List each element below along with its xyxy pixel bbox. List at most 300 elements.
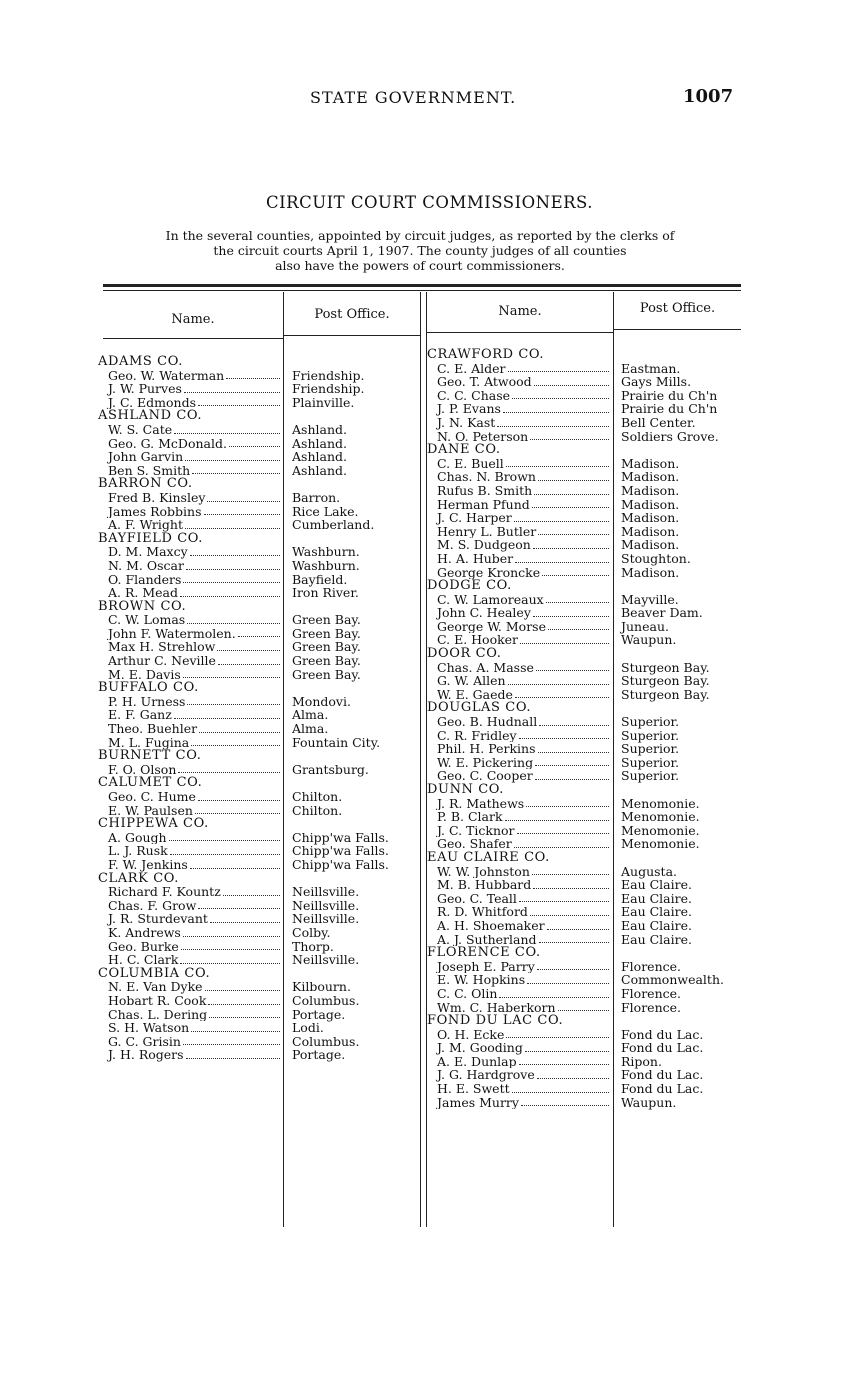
commissioner-cell [98,559,282,573]
table-row [427,1068,757,1082]
table-row [98,1035,423,1049]
post-office: Fond du Lac. [621,1081,704,1097]
commissioner-cell [98,858,282,872]
post-office: Superior. [621,754,680,770]
header-separator [103,338,283,339]
leader-dots [169,831,280,842]
post-office: Thorp. [292,938,334,954]
commissioner-cell [98,722,282,736]
commissioner-name: Phil. H. Perkins [437,742,536,756]
commissioner-name: C. E. Alder [437,361,506,376]
commissioner-cell [427,769,611,783]
commissioner-name: J. M. Gooding [437,1041,523,1055]
table-row [98,953,423,967]
table-row [98,899,423,913]
leader-dots [180,586,280,597]
leader-dots [535,756,609,767]
table-row [427,878,757,892]
post-office: Fountain City. [292,734,381,750]
county-heading: DOOR CO. [427,646,502,662]
commissioner-name: Geo. G. McDonald. [108,436,227,451]
right-column [427,348,757,1109]
commissioner-name: C. C. Chase [437,388,511,403]
table-row [98,613,423,627]
commissioner-name: K. Andrews [108,925,181,940]
county-block [98,872,423,967]
commissioner-name: C. C. Olin [437,986,498,1001]
leader-dots [217,640,280,651]
commissioner-cell [98,382,282,396]
commissioner-name: N. E. Van Dyke [108,980,203,994]
county-block [98,409,423,477]
county-block [98,817,423,871]
post-office: Ashland. [292,421,347,437]
commissioner-cell [98,926,282,940]
commissioner-name: G. C. Grisin [108,1034,181,1049]
post-office: Ripon. [621,1053,662,1069]
commissioner-cell [98,844,282,858]
commissioner-name: W. S. Cate [108,422,173,437]
header-separator [284,335,420,336]
post-office: Green Bay. [292,666,361,682]
post-office: Barron. [292,489,341,505]
table-top-rule [103,284,741,287]
commissioner-name: Geo. C. Hume [108,790,196,804]
leader-dots [205,980,280,991]
header-separator [427,332,613,333]
table-row [98,640,423,654]
leader-dots [506,457,609,468]
commissioner-cell [427,878,611,892]
post-office: Eau Claire. [621,931,692,947]
table-row [427,987,757,1001]
commissioner-name: Chas. N. Brown [437,470,536,484]
post-office: Menomonie. [621,836,700,852]
table-row [98,912,423,926]
commissioner-cell [98,464,282,478]
post-office: Prairie du Ch'n [621,387,718,403]
commissioner-cell [98,423,282,437]
leader-dots [180,953,280,964]
table-row [427,919,757,933]
commissioner-name: Chas. A. Masse [437,660,534,675]
leader-dots [190,545,280,556]
table-row [98,844,423,858]
post-office: Madison. [621,564,680,580]
post-office: Fond du Lac. [621,1067,704,1083]
county-heading: EAU CLAIRE CO. [427,849,550,865]
page-title: CIRCUIT COURT COMMISSIONERS. [266,193,593,212]
post-office: Portage. [292,1047,346,1063]
leader-dots [170,844,280,855]
post-office: Madison. [621,537,680,553]
post-office: Ashland. [292,435,347,451]
commissioner-cell [427,892,611,906]
commissioner-name: Henry L. Butler [437,524,537,539]
intro-line: also have the powers of court commissioners. [275,258,565,273]
commissioner-name: L. J. Rusk [108,844,168,858]
leader-dots [530,430,609,441]
post-office: Chilton. [292,789,343,804]
post-office: Menomonie. [621,822,700,838]
commissioner-cell [427,484,611,498]
table-row [98,423,423,437]
post-office: Soldiers Grove. [621,428,719,444]
leader-dots [517,824,609,835]
leader-dots [546,593,609,604]
table-row [427,620,757,634]
leader-dots [218,654,280,665]
commissioner-cell [427,674,611,688]
commissioner-name: Arthur C. Neville [108,654,216,668]
commissioner-name: E. W. Paulsen [108,803,193,818]
commissioner-name: W. W. Johnston [437,864,530,879]
county-block [98,355,423,409]
commissioner-cell [98,654,282,668]
post-office: Alma. [292,721,329,737]
table-row [427,525,757,539]
post-office: Eau Claire. [621,904,692,920]
header-separator [614,329,741,330]
commissioner-cell [98,437,282,451]
commissioner-name: A. H. Shoemaker [437,918,545,933]
commissioner-cell [427,1028,611,1042]
commissioner-cell [98,980,282,994]
leader-dots [506,1028,609,1039]
county-block [98,681,423,749]
county-heading: CLARK CO. [98,870,179,886]
intro-paragraph [100,228,740,273]
commissioner-name: W. E. Gaede [437,687,513,702]
leader-dots [533,606,609,617]
leader-dots [525,1041,609,1052]
table-top-rule-thin [103,290,741,291]
leader-dots [209,1008,280,1019]
commissioner-cell [427,973,611,987]
commissioner-cell [427,606,611,620]
commissioner-cell [98,573,282,587]
leader-dots [521,1096,609,1107]
post-office: Washburn. [292,557,360,573]
commissioner-name: J. W. Purves [108,382,182,396]
leader-dots [515,552,609,563]
commissioner-cell [427,1068,611,1082]
commissioner-cell [427,919,611,933]
table-row [427,742,757,756]
table-row [427,389,757,403]
post-office: Columbus. [292,992,360,1008]
commissioner-name: Chas. L. Dering [108,1007,208,1022]
commissioner-cell [98,912,282,926]
table-row [427,457,757,471]
table-row [98,722,423,736]
post-office: Fond du Lac. [621,1026,704,1042]
county-block [427,443,757,579]
commissioner-cell [427,457,611,471]
leader-dots [174,423,280,434]
commissioner-cell [427,620,611,634]
post-office: Chipp'wa Falls. [292,829,389,845]
commissioner-cell [427,715,611,729]
commissioner-name: C. E. Buell [437,456,504,471]
leader-dots [190,858,280,869]
commissioner-name: Joseph E. Parry [437,959,535,974]
commissioner-cell [427,797,611,811]
county-block [98,600,423,682]
leader-dots [199,722,280,733]
table-row [427,715,757,729]
commissioner-name: Herman Pfund [437,497,530,512]
county-block [427,1014,757,1109]
table-row [98,396,423,410]
post-office: Alma. [292,707,329,723]
county-heading: FOND DU LAC CO. [427,1013,564,1029]
county-block [427,946,757,1014]
post-office: Florence. [621,985,681,1001]
commissioner-name: Geo. B. Hudnall [437,715,538,729]
leader-dots [229,437,280,448]
county-heading: CHIPPEWA CO. [98,816,209,832]
commissioner-name: C. R. Fridley [437,728,517,743]
commissioner-cell [427,470,611,484]
post-office: Madison. [621,496,680,512]
county-heading: COLUMBIA CO. [98,965,211,981]
leader-dots [512,1082,609,1093]
commissioner-cell [427,375,611,389]
table-row [98,790,423,804]
commissioner-name: R. D. Whitford [437,905,528,919]
leader-dots [558,1001,609,1012]
leader-dots [539,933,609,944]
commissioner-name: A. Gough [108,830,167,845]
commissioner-cell [98,396,282,410]
table-row [98,1048,423,1062]
table-row [98,736,423,750]
leader-dots [183,573,280,584]
county-heading: DOUGLAS CO. [427,700,532,716]
county-block [427,348,757,443]
county-heading: BUFFALO CO. [98,680,199,696]
table-row [98,980,423,994]
commissioner-cell [98,1008,282,1022]
commissioner-cell [98,953,282,967]
county-heading: BAYFIELD CO. [98,530,204,546]
commissioner-cell [98,1048,282,1062]
post-office: Kilbourn. [292,979,351,995]
leader-dots [519,892,609,903]
table-row [98,654,423,668]
table-row [427,1096,757,1110]
leader-dots [183,1035,280,1046]
leader-dots [186,559,280,570]
commissioner-name: O. H. Ecke [437,1027,505,1042]
commissioner-cell [427,389,611,403]
commissioner-name: D. M. Maxcy [108,545,188,559]
commissioner-name: Ben S. Smith [108,463,191,478]
leader-dots [499,987,609,998]
commissioner-name: C. W. Lamoreaux [437,592,544,607]
commissioner-cell [427,416,611,430]
county-block [98,477,423,531]
left-column [98,355,423,1062]
post-office: Fond du Lac. [621,1040,704,1056]
commissioner-cell [427,633,611,647]
table-row [427,674,757,688]
commissioner-name: George W. Morse [437,619,546,634]
commissioner-cell [427,756,611,770]
table-row [427,470,757,484]
leader-dots [198,790,280,801]
table-row [98,708,423,722]
table-row [427,498,757,512]
commissioner-name: J. G. Hardgrove [437,1068,535,1083]
post-office: Mayville. [621,591,679,607]
intro-line: In the several counties, appointed by circuit judges, as reported by the clerks of [165,228,675,243]
post-office: Menomonie. [621,795,700,811]
table-row [427,416,757,430]
commissioner-cell [98,450,282,464]
commissioner-cell [427,810,611,824]
table-row [98,573,423,587]
table-row [98,559,423,573]
post-office: Eastman. [621,360,681,376]
table-row [427,511,757,525]
commissioner-name: James Murry [437,1095,519,1110]
commissioner-cell [427,1001,611,1015]
commissioner-name: P. B. Clark [437,810,503,824]
commissioner-name: John C. Healey [437,606,531,620]
post-office: Madison. [621,482,680,498]
table-row [427,769,757,783]
table-row [98,1021,423,1035]
post-office: Sturgeon Bay. [621,673,710,689]
commissioner-cell [427,525,611,539]
leader-dots [539,715,609,726]
commissioner-cell [98,491,282,505]
commissioner-cell [98,586,282,600]
table-row [427,1082,757,1096]
table-row [98,437,423,451]
commissioner-cell [98,545,282,559]
leader-dots [515,688,609,699]
county-block [98,967,423,1062]
post-office: Waupun. [621,632,677,648]
commissioner-cell [427,362,611,376]
table-row [98,668,423,682]
commissioner-name: George Kroncke [437,565,541,580]
county-heading: FLORENCE CO. [427,945,541,961]
commissioner-name: Geo. C. Cooper [437,769,533,783]
post-office: Neillsville. [292,911,360,927]
post-office: Superior. [621,741,680,757]
leader-dots [514,511,609,522]
table-row [427,661,757,675]
commissioner-name: Geo. Shafer [437,837,512,851]
county-heading: BARRON CO. [98,476,193,492]
commissioner-cell [98,627,282,641]
page-number: 1007 [683,86,734,107]
commissioner-name: H. C. Clark [108,953,179,967]
county-heading: BROWN CO. [98,598,187,614]
leader-dots [538,525,609,536]
commissioner-name: M. L. Fugina [108,735,190,750]
table-row [427,1041,757,1055]
commissioner-cell [98,1021,282,1035]
table-row [427,430,757,444]
table-row [427,566,757,580]
table-row [427,375,757,389]
table-row [427,756,757,770]
table-row [98,464,423,478]
leader-dots [181,940,280,951]
post-office: Gays Mills. [621,374,692,390]
county-heading: CRAWFORD CO. [427,347,545,362]
post-office: Neillsville. [292,952,360,968]
commissioner-name: Theo. Buehler [108,722,198,736]
commissioner-name: E. W. Hopkins [437,973,526,987]
commissioner-cell [427,933,611,947]
table-row [98,763,423,777]
commissioner-cell [98,505,282,519]
intro-line: the circuit courts April 1, 1907. The county judges of all counties [213,243,627,258]
commissioner-cell [98,885,282,899]
leader-dots [548,620,609,631]
table-row [98,858,423,872]
post-office: Madison. [621,523,680,539]
commissioner-cell [98,831,282,845]
county-block [427,851,757,946]
post-office: Washburn. [292,544,360,560]
leader-dots [187,613,280,624]
post-office: Madison. [621,469,680,485]
post-office: Chipp'wa Falls. [292,843,389,859]
post-office: Lodi. [292,1020,324,1036]
commissioner-name: E. F. Ganz [108,708,172,723]
leader-dots [195,804,280,815]
commissioner-name: J. C. Edmonds [108,395,197,410]
leader-dots [187,695,280,706]
commissioner-name: Fred B. Kinsley [108,490,206,505]
commissioner-cell [98,668,282,682]
leader-dots [534,375,609,386]
post-office: Superior. [621,714,680,730]
county-heading: ADAMS CO. [98,354,183,369]
commissioner-cell [427,688,611,702]
post-office: Superior. [621,768,680,784]
commissioner-name: J. N. Kast [437,415,496,430]
commissioner-cell [98,613,282,627]
commissioner-cell [427,402,611,416]
post-office: Friendship. [292,381,365,397]
table-row [427,606,757,620]
leader-dots [238,627,280,638]
leader-dots [198,396,280,407]
commissioner-cell [98,763,282,777]
commissioner-name: M. S. Dudgeon [437,538,531,552]
table-row [427,688,757,702]
commissioner-cell [427,538,611,552]
running-header: STATE GOVERNMENT. [310,88,517,107]
commissioner-cell [98,369,282,383]
commissioner-cell [98,695,282,709]
post-office: Madison. [621,455,680,471]
table-row [98,994,423,1008]
commissioner-cell [427,987,611,1001]
commissioner-name: Richard F. Kountz [108,885,221,899]
post-office: Beaver Dam. [621,605,703,621]
county-block [427,701,757,783]
post-office: Bayfield. [292,571,348,587]
